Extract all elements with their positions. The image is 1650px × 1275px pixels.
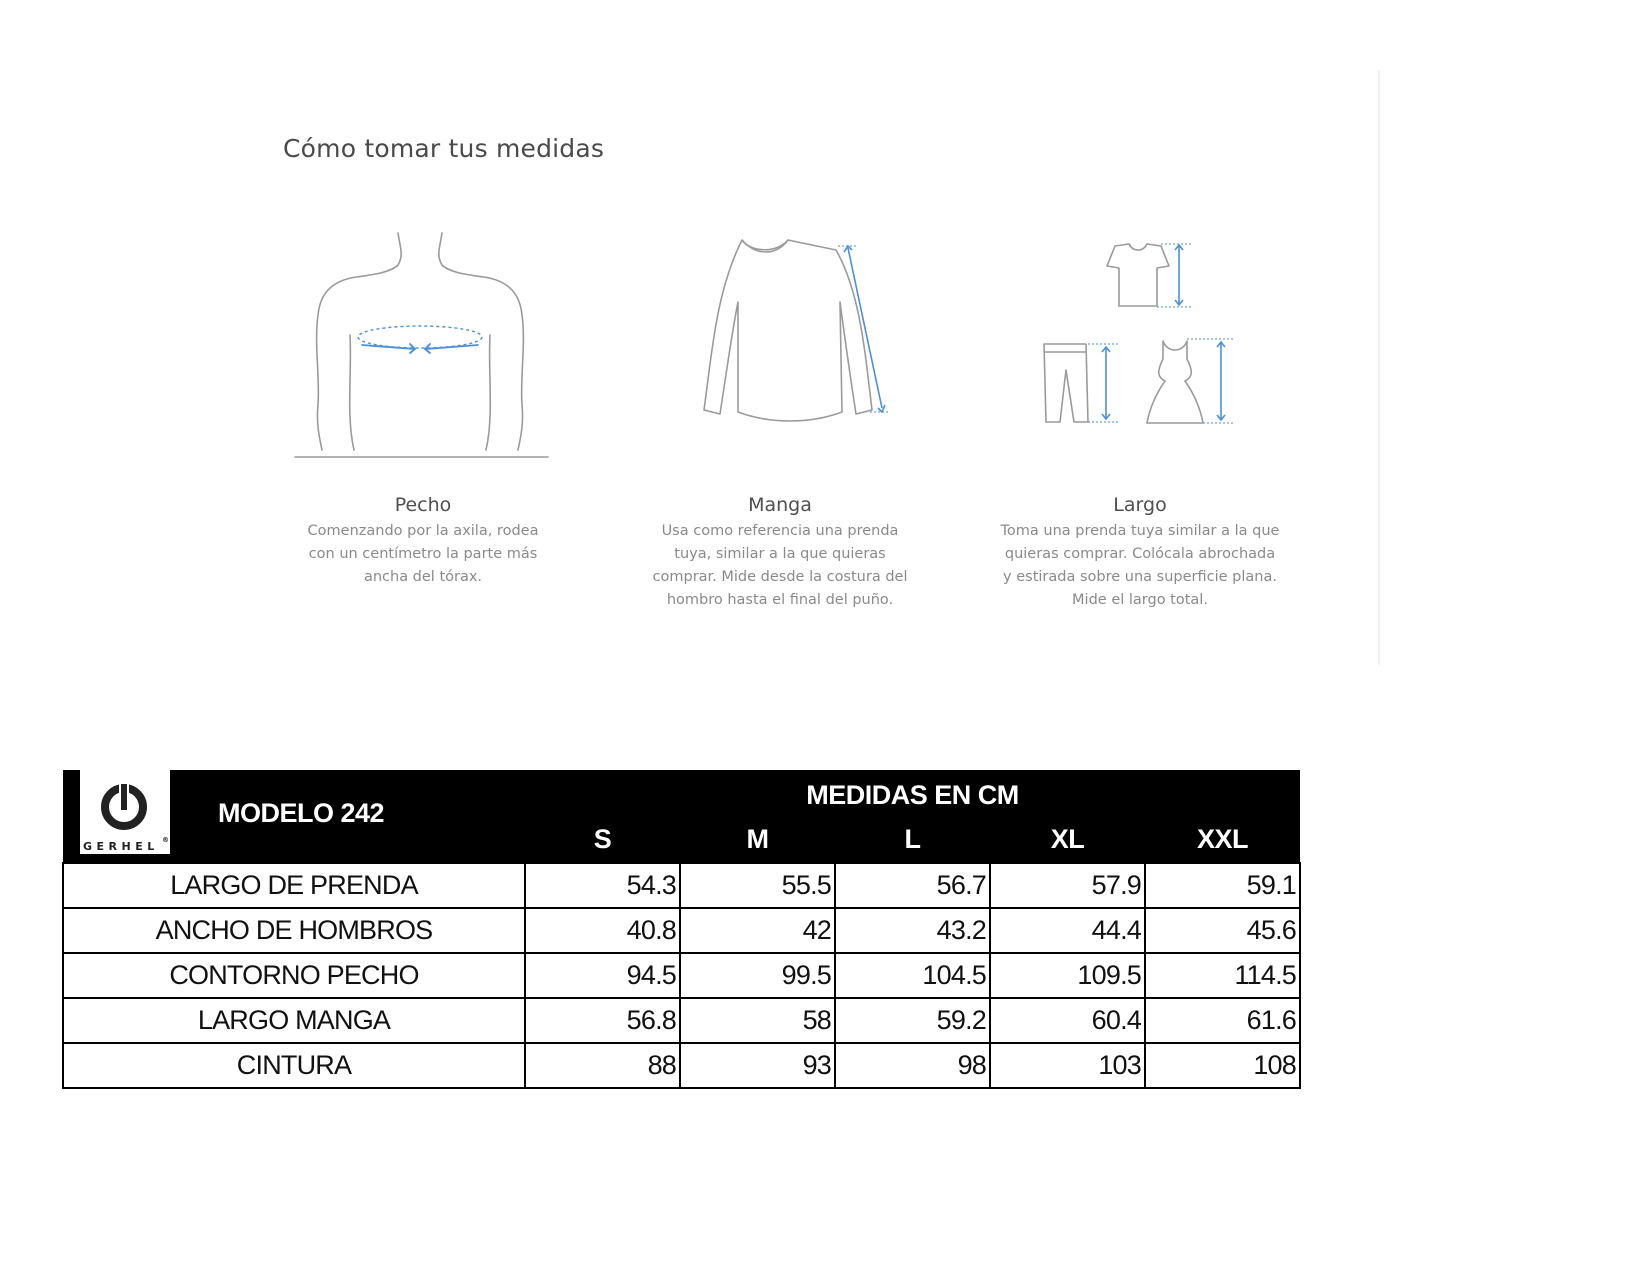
guide-item-largo: [1000, 494, 1280, 612]
table-row: [63, 1043, 1300, 1088]
cell-value: 58: [680, 998, 835, 1043]
cell-value: 88: [525, 1043, 680, 1088]
cell-value: 103: [990, 1043, 1145, 1088]
row-label: ANCHO DE HOMBROS: [63, 908, 525, 953]
pants-icon: [1040, 340, 1140, 430]
cell-value: 114.5: [1145, 953, 1300, 998]
row-label: CONTORNO PECHO: [63, 953, 525, 998]
long-sleeve-shirt-icon: [660, 232, 910, 432]
cell-value: 55.5: [680, 863, 835, 908]
cell-value: 99.5: [680, 953, 835, 998]
guide-item-pecho: [303, 494, 543, 589]
svg-text:GERHEL: GERHEL: [83, 840, 159, 853]
cell-value: 60.4: [990, 998, 1145, 1043]
cell-value: 98: [835, 1043, 990, 1088]
size-header-xl: XL: [990, 816, 1145, 863]
cell-value: 56.8: [525, 998, 680, 1043]
cell-value: 109.5: [990, 953, 1145, 998]
guide-item-heading: Manga: [748, 494, 812, 516]
group-header: MEDIDAS EN CM: [525, 770, 1300, 816]
cell-value: 56.7: [835, 863, 990, 908]
guide-item-description: Toma una prenda tuya similar a la que quieras comprar. Colócala abrochada y estirada sobre una superficie plana. Mide el largo total.: [1000, 523, 1280, 608]
cell-value: 40.8: [525, 908, 680, 953]
size-header-l: L: [835, 816, 990, 863]
gerhel-power-logo: [80, 770, 170, 854]
cell-value: 54.3: [525, 863, 680, 908]
guide-divider: [1378, 70, 1380, 665]
size-header-m: M: [680, 816, 835, 863]
table-row: [63, 908, 1300, 953]
cell-value: 43.2: [835, 908, 990, 953]
dress-icon: [1145, 335, 1245, 430]
size-header-s: S: [525, 816, 680, 863]
guide-item-heading: Pecho: [394, 494, 452, 516]
table-row: [63, 863, 1300, 908]
cell-value: 44.4: [990, 908, 1145, 953]
cell-value: 93: [680, 1043, 835, 1088]
guide-item-description: Usa como referencia una prenda tuya, similar a la que quieras comprar. Mide desde la costura del hombro hasta el final del puño.: [652, 523, 908, 608]
cell-value: 104.5: [835, 953, 990, 998]
table-row: [63, 998, 1300, 1043]
row-label: LARGO MANGA: [63, 998, 525, 1043]
torso-icon: [290, 225, 560, 465]
size-header-xxl: XXL: [1145, 816, 1300, 863]
model-header-cell: [63, 770, 525, 863]
tshirt-icon: [1095, 240, 1205, 315]
cell-value: 94.5: [525, 953, 680, 998]
guide-item-heading: Largo: [1113, 494, 1167, 516]
table-row: [63, 953, 1300, 998]
guide-item-manga: [650, 494, 910, 612]
cell-value: 108: [1145, 1043, 1300, 1088]
cell-value: 42: [680, 908, 835, 953]
row-label: CINTURA: [63, 1043, 525, 1088]
model-label: MODELO 242: [218, 798, 385, 828]
cell-value: 57.9: [990, 863, 1145, 908]
cell-value: 59.2: [835, 998, 990, 1043]
row-label: LARGO DE PRENDA: [63, 863, 525, 908]
svg-text:®: ®: [162, 836, 169, 844]
cell-value: 59.1: [1145, 863, 1300, 908]
cell-value: 45.6: [1145, 908, 1300, 953]
size-table: [62, 770, 1301, 1089]
guide-title: Cómo tomar tus medidas: [283, 134, 605, 163]
guide-item-description: Comenzando por la axila, rodea con un centímetro la parte más ancha del tórax.: [307, 523, 539, 585]
cell-value: 61.6: [1145, 998, 1300, 1043]
